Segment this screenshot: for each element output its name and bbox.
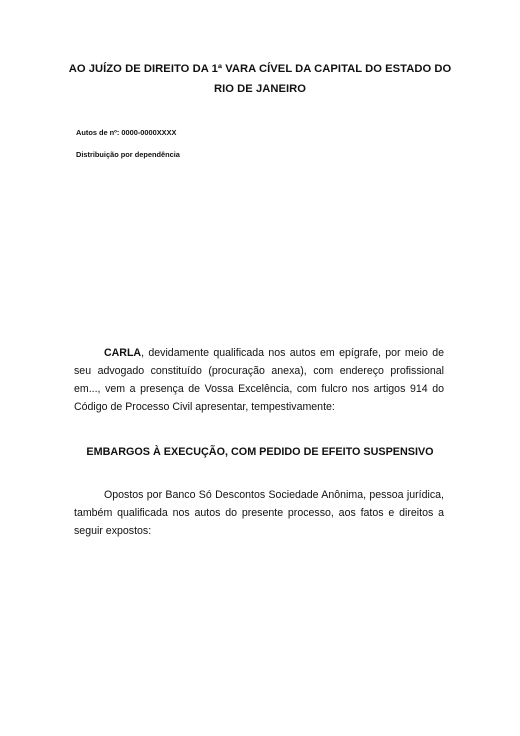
party-name: CARLA [104,347,142,359]
section-title: EMBARGOS À EXECUÇÃO, COM PEDIDO DE EFEITO SUSPENSIVO [86,446,434,458]
case-number: Autos de nº: 0000-0000XXXX [76,128,177,137]
court-heading [60,59,460,99]
opening-paragraph [74,344,444,416]
court-heading-line-1: AO JUÍZO DE DIREITO DA 1ª VARA CÍVEL DA CAPITAL DO ESTADO DO [68,63,452,75]
court-heading-line-2: RIO DE JANEIRO [213,83,307,95]
opposing-party-paragraph: Opostos por Banco Só Descontos Sociedade Anônima, pessoa jurídica, também qualificada nos autos do presente processo, aos fatos e direitos a seguir expostos: [74,489,444,537]
opening-paragraph-text: , devidamente qualificada nos autos em epígrafe, por meio de seu advogado constituído (procuração anexa), com endereço profissional em..., vem a presença de Vossa Excelência, com fulcro nos artigos 914 do Código de Processo Civil apresentar, tempestivamente: [74,347,444,413]
distribution-note: Distribuição por dependência [76,150,180,159]
